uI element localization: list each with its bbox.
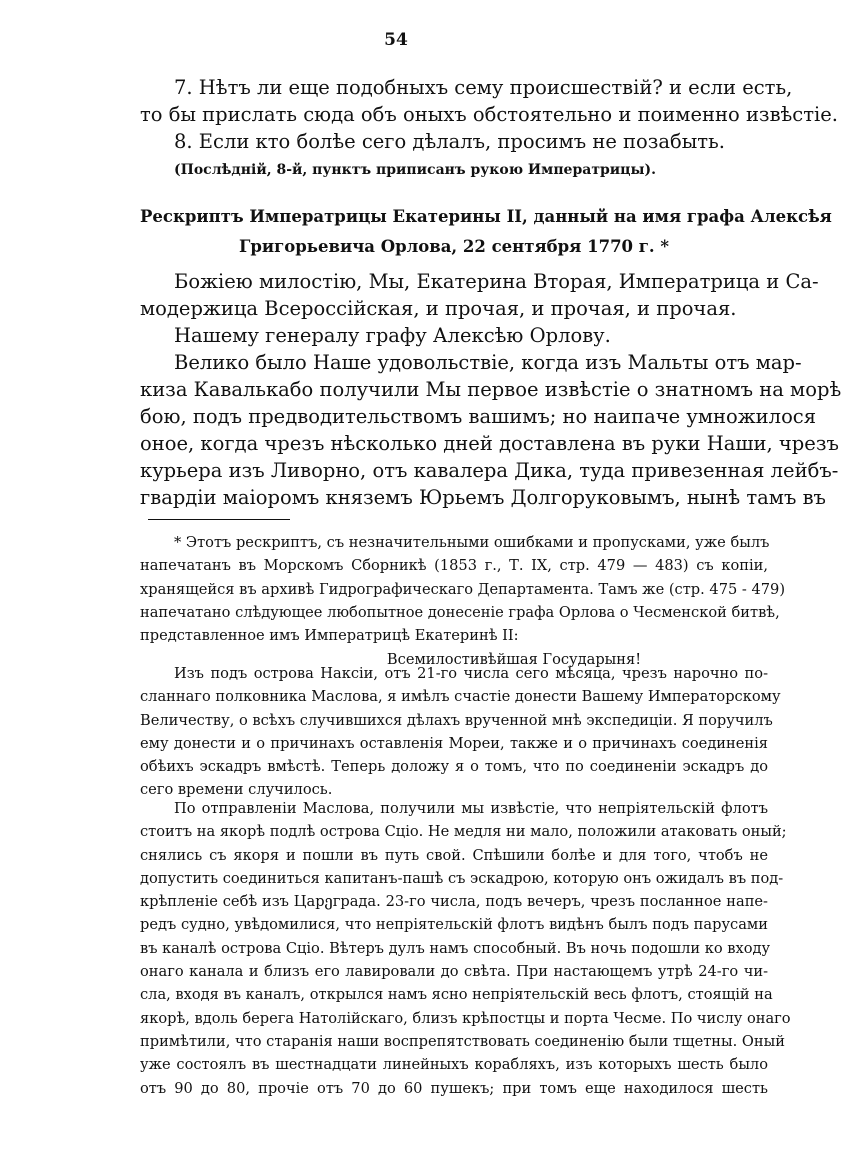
footnote-line-4: напечатано слѣдующее любопытное донесеніе графа Орлова о Чесменской битвѣ, <box>140 603 780 621</box>
page-number: 54 <box>384 30 408 50</box>
report-p2-line-12: уже состоялъ въ шестнадцати линейныхъ корабляхъ, изъ которыхъ шесть было <box>140 1056 768 1074</box>
report-p2-line-10: якорѣ, вдоль берега Натолійскаго, близъ крѣпостцы и порта Чесме. По числу онаго <box>140 1009 791 1027</box>
list-item-7-line-1: 7. Нѣтъ ли еще подобныхъ сему происшествій? и если есть, <box>174 76 793 99</box>
report-p2-line-5: крѣпленіе себѣ изъ Царეграда. 23-го числа, подъ вечеръ, чрезъ посланное напе- <box>140 893 768 911</box>
footnote-line-3: хранящейся въ архивѣ Гидрографическаго Департамента. Тамъ же (стр. 475 - 479) <box>140 580 786 598</box>
rescript-line-8: курьера изъ Ливорно, отъ кавалера Дика, туда привезенная лейбъ- <box>140 459 839 482</box>
report-paragraph-2 <box>140 797 791 1100</box>
rescript-heading <box>140 202 832 262</box>
report-p1-line-5: обѣихъ эскадръ вмѣстѣ. Теперь доложу я о томъ, что по соединеніи эскадръ до <box>140 758 768 776</box>
report-p1-line-6: сего времени случилось. <box>140 781 333 799</box>
report-p1-line-1: Изъ подъ острова Наксіи, отъ 21-го числа сего мѣсяца, чрезъ нарочно по- <box>174 665 768 682</box>
heading-line-2: Григорьевича Орлова, 22 сентября 1770 г. * <box>238 237 670 256</box>
rescript-line-2: модержица Всероссійская, и прочая, и прочая, и прочая. <box>140 297 737 320</box>
footnote-line-1: * Этотъ рескриптъ, съ незначительными ошибками и пропусками, уже былъ <box>174 534 770 551</box>
report-p2-line-11: примѣтили, что старанія наши воспрепятствовать соединенію были тщетны. Оный <box>140 1032 785 1050</box>
footnote-line-5: представленное имъ Императрицѣ Екатеринѣ II: <box>140 627 519 645</box>
list-item-8: 8. Если кто болѣе сего дѣлалъ, просимъ не позабыть. <box>174 130 725 153</box>
report-p1-line-3: Величеству, о всѣхъ случившихся дѣлахъ врученной мнѣ экспедиціи. Я поручилъ <box>140 711 773 729</box>
rescript-text <box>140 268 841 511</box>
rescript-line-4: Велико было Наше удовольствіе, когда изъ Мальты отъ мар- <box>174 351 802 374</box>
rescript-line-9: гвардіи маіоромъ княземъ Юрьемъ Долгоруковымъ, нынѣ тамъ въ <box>140 486 826 509</box>
report-p2-line-3: снялись съ якоря и пошли въ путь свой. Спѣшили болѣе и для того, чтобъ не <box>140 846 768 864</box>
heading-line-1: Рескриптъ Императрицы Екатерины II, данный на имя графа Алексѣя <box>140 207 832 226</box>
report-p1-line-2: сланнаго полковника Маслова, я имѣлъ счастіе донести Вашему Императорскому <box>140 688 781 706</box>
report-p2-line-7: въ каналѣ острова Сціо. Вѣтеръ дулъ намъ способный. Въ ночь подошли ко входу <box>140 939 771 957</box>
footnote-line-2: напечатанъ въ Морскомъ Сборникѣ (1853 г., Т. IX, стр. 479 — 483) съ копіи, <box>140 557 768 575</box>
rescript-line-5: киза Кавалькабо получили Мы первое извѣстіе о знатномъ на морѣ <box>140 378 841 401</box>
report-p1-line-4: ему донести и о причинахъ оставленія Мореи, также и о причинахъ соединенія <box>140 734 768 752</box>
rescript-line-7: оное, когда чрезъ нѣсколько дней доставлена въ руки Наши, чрезъ <box>140 432 839 455</box>
rescript-line-1: Божіею милостію, Мы, Екатерина Вторая, Императрица и Са- <box>174 270 819 293</box>
list-item-7-line-2: то бы прислать сюда объ оныхъ обстоятельно и поименно извѣстіе. <box>140 103 838 126</box>
report-p2-line-6: редъ судно, увѣдомилися, что непріятельскій флотъ видѣнъ былъ подъ парусами <box>140 916 768 934</box>
rescript-line-6: бою, подъ предводительствомъ вашимъ; но наипаче умножилося <box>140 405 817 428</box>
top-note: (Послѣдній, 8-й, пунктъ приписанъ рукою Императрицы). <box>174 162 657 178</box>
rescript-line-3: Нашему генералу графу Алексѣю Орлову. <box>174 324 611 347</box>
top-list <box>140 74 838 182</box>
salutation: Всемилостивѣйшая Государыня! <box>386 651 642 669</box>
footnote-divider <box>148 519 290 520</box>
report-p2-line-8: онаго канала и близъ его лавировали до свѣта. При настающемъ утрѣ 24-го чи- <box>140 963 768 981</box>
report-paragraph-1 <box>140 662 781 802</box>
report-p2-line-13: отъ 90 до 80, прочіе отъ 70 до 60 пушекъ; при томъ еще находилося шесть <box>140 1079 768 1097</box>
report-p2-line-2: стоитъ на якорѣ подлѣ острова Сціо. Не медля ни мало, положили атаковать оный; <box>140 823 787 841</box>
report-p2-line-1: По отправленіи Маслова, получили мы извѣстіе, что непріятельскій флотъ <box>174 800 768 817</box>
report-p2-line-4: допустить соединиться капитанъ-пашѣ съ эскадрою, которую онъ ожидалъ въ под- <box>140 869 784 887</box>
report-p2-line-9: сла, входя въ каналъ, открылся намъ ясно непріятельскій весь флотъ, стоящій на <box>140 986 773 1004</box>
footnote-intro <box>140 531 786 673</box>
